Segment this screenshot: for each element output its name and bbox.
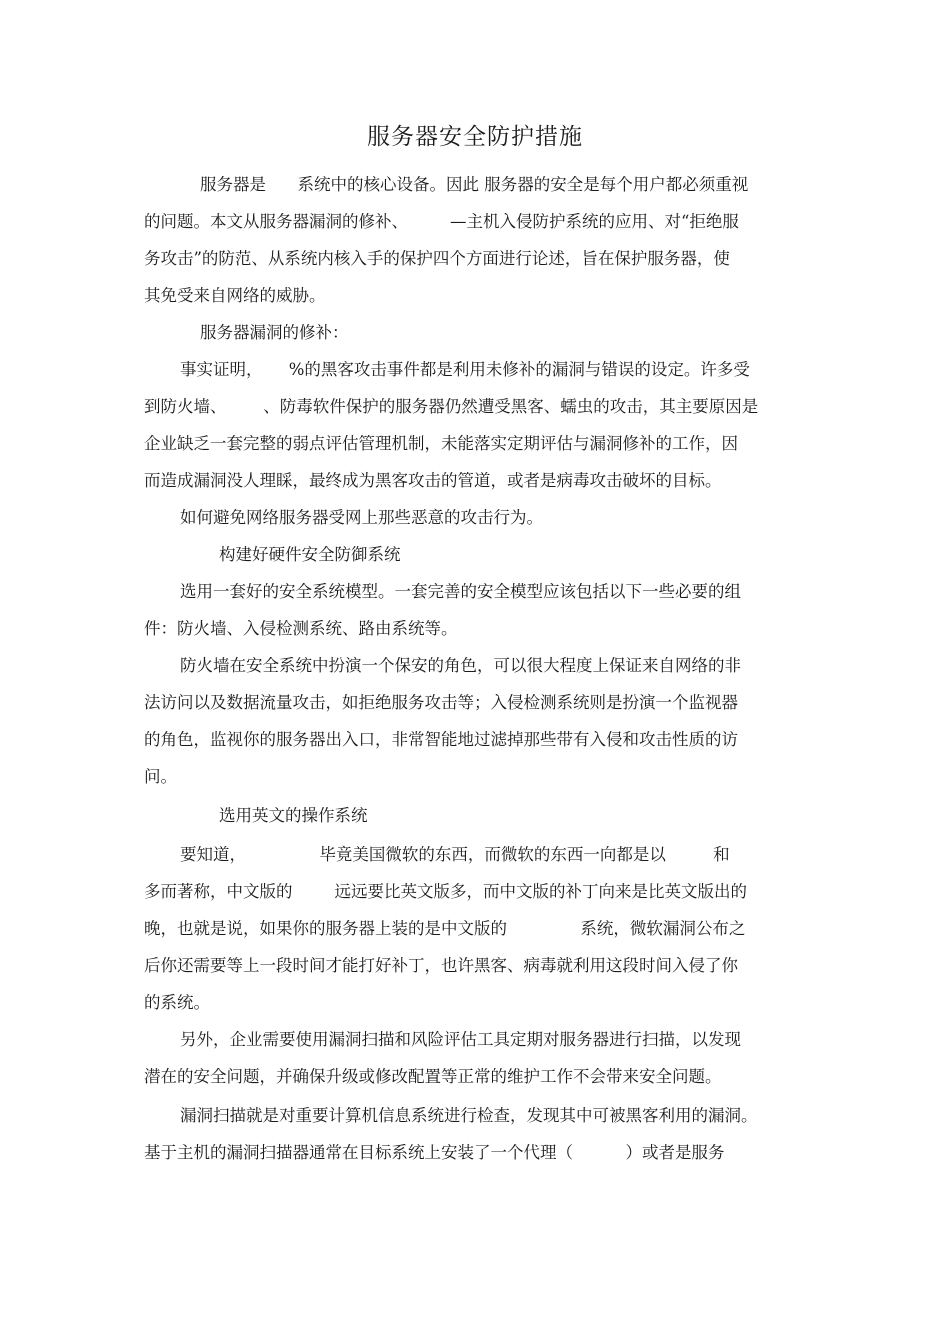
body-line: 构建好硬件安全防御系统 (219, 545, 401, 564)
body-line: 选用一套好的安全系统模型。一套完善的安全模型应该包括以下一些必要的组 (180, 582, 741, 601)
body-line: 的系统。 (144, 993, 210, 1012)
document-title: 服务器安全防护措施 (367, 124, 583, 150)
body-line: 的角色，监视你的服务器出入口，非常智能地过滤掉那些带有入侵和攻击性质的访 (144, 730, 738, 749)
body-line: 潜在的安全问题，并确保升级或修改配置等正常的维护工作不会带来安全问题。 (144, 1067, 722, 1086)
body-line: 务攻击”的防范、从系统内核入手的保护四个方面进行论述，旨在保护服务器，使 (144, 249, 730, 268)
body-line: 企业缺乏一套完整的弱点评估管理机制，未能落实定期评估与漏洞修补的工作，因 (144, 434, 738, 453)
body-line: 选用英文的操作系统 (219, 806, 368, 825)
body-line: 防火墙在安全系统中扮演一个保安的角色，可以很大程度上保证来自网络的非 (180, 656, 741, 675)
body-line: 事实证明， %的黑客攻击事件都是利用未修补的漏洞与错误的设定。许多受 (180, 360, 750, 379)
body-line: 的问题。本文从服务器漏洞的修补、 —主机入侵防护系统的应用、对“拒绝服 (144, 212, 739, 231)
body-line: 法访问以及数据流量攻击，如拒绝服务攻击等；入侵检测系统则是扮演一个监视器 (144, 693, 738, 712)
body-line: 后你还需要等上一段时间才能打好补丁，也许黑客、病毒就利用这段时间入侵了你 (144, 956, 738, 975)
body-line: 漏洞扫描就是对重要计算机信息系统进行检查，发现其中可被黑客利用的漏洞。 (180, 1106, 758, 1125)
body-line: 而造成漏洞没人理睬，最终成为黑客攻击的管道，或者是病毒攻击破坏的目标。 (144, 471, 722, 490)
body-line: 另外，企业需要使用漏洞扫描和风险评估工具定期对服务器进行扫描，以发现 (180, 1030, 741, 1049)
body-line: 问。 (144, 767, 177, 786)
body-line: 要知道， 毕竟美国微软的东西，而微软的东西一向都是以 和 (180, 845, 730, 864)
body-line: 服务器漏洞的修补： (200, 323, 349, 342)
body-line: 件：防火墙、入侵检测系统、路由系统等。 (144, 619, 458, 638)
body-line: 其免受来自网络的威胁。 (144, 286, 326, 305)
body-line: 基于主机的漏洞扫描器通常在目标系统上安装了一个代理（ ）或者是服务 (144, 1143, 725, 1162)
body-line: 如何避免网络服务器受网上那些恶意的攻击行为。 (180, 508, 543, 527)
body-line: 多而著称，中文版的 远远要比英文版多，而中文版的补丁向来是比英文版出的 (144, 882, 747, 901)
body-line: 服务器是 系统中的核心设备。因此 服务器的安全是每个用户都必须重视 (200, 175, 749, 194)
body-line: 晚，也就是说，如果你的服务器上装的是中文版的 系统，微软漏洞公布之 (144, 919, 746, 938)
body-line: 到防火墙、 、防毒软件保护的服务器仍然遭受黑客、蠕虫的攻击，其主要原因是 (144, 397, 759, 416)
